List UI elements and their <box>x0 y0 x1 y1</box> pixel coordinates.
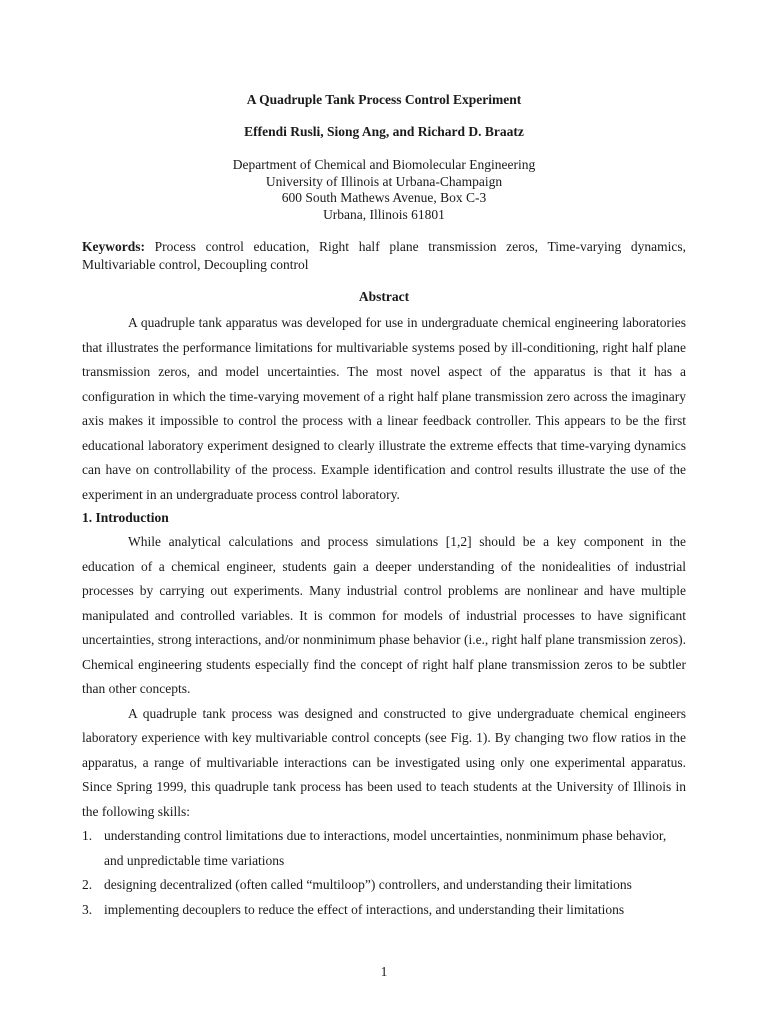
paper-authors: Effendi Rusli, Siong Ang, and Richard D. Braatz <box>244 124 524 139</box>
list-item <box>82 898 686 923</box>
affiliation-line: 600 South Mathews Avenue, Box C-3 <box>281 190 487 205</box>
list-item <box>82 873 686 898</box>
intro-paragraph: While analytical calculations and process simulations [1,2] should be a key component in the education of a chemical engineer, students gain a deeper understanding of the nonidealities of industrial processes by carrying out experiments. Many industrial control problems are nonlinear and have multiple manipulated and controlled variables. It is common for models of industrial processes to have significant uncertainties, strong interactions, and/or nonminimum phase behavior (i.e., right half plane transmission zeros). Chemical engineering students especially find the concept of right half plane transmission zeros to be subtler than other concepts. <box>82 534 686 696</box>
list-text: designing decentralized (often called “multiloop”) controllers, and understanding their limitations <box>104 877 632 892</box>
affiliation <box>0 157 768 223</box>
affiliation-line: University of Illinois at Urbana-Champaign <box>265 173 503 189</box>
list-number: 3. <box>82 901 93 917</box>
skills-list <box>82 824 686 922</box>
list-text: understanding control limitations due to interactions, model uncertainties, nonminimum phase behavior, and unpredictable time variations <box>104 828 667 868</box>
keywords-text: Process control education, Right half plane transmission zeros, Time-varying dynamics, Multivariable control, Decoupling control <box>82 239 686 272</box>
section-heading: 1. Introduction <box>82 510 169 525</box>
affiliation-line: Department of Chemical and Biomolecular Engineering <box>232 157 536 172</box>
affiliation-line: Urbana, Illinois 61801 <box>323 206 445 222</box>
list-number: 1. <box>82 828 93 843</box>
list-item <box>82 824 686 873</box>
abstract-text: A quadruple tank apparatus was developed for use in undergraduate chemical engineering laboratories that illustrates the performance limitations for multivariable systems posed by ill-conditioning, right half plane transmission zeros, and model uncertainties. The most novel aspect of the apparatus is that it has a configuration in which the time-varying movement of a right half plane transmission zero across the imaginary axis makes it impossible to control the process with a linear feedback controller. This appears to be the first educational laboratory experiment designed to clearly illustrate the extreme effects that time-varying dynamics can have on controllability of the process. Example identification and control results illustrate the use of the experiment in an undergraduate process control laboratory. <box>82 315 686 502</box>
list-number: 2. <box>82 877 93 892</box>
page-number: 1 <box>380 964 388 979</box>
list-text: implementing decouplers to reduce the effect of interactions, and understanding their limitations <box>104 901 625 917</box>
keywords-label: Keywords: <box>82 239 145 254</box>
introduction-body <box>82 530 686 824</box>
paper-title: A Quadruple Tank Process Control Experiment <box>246 92 522 107</box>
abstract-heading: Abstract <box>358 289 410 304</box>
keywords <box>82 238 686 273</box>
intro-paragraph: A quadruple tank process was designed and constructed to give undergraduate chemical engineers laboratory experience with key multivariable control concepts (see Fig. 1). By changing two flow ratios in the apparatus, a range of multivariable interactions can be investigated using only one experimental apparatus. Since Spring 1999, this quadruple tank process has been used to teach students at the University of Illinois in the following skills: <box>82 705 686 819</box>
